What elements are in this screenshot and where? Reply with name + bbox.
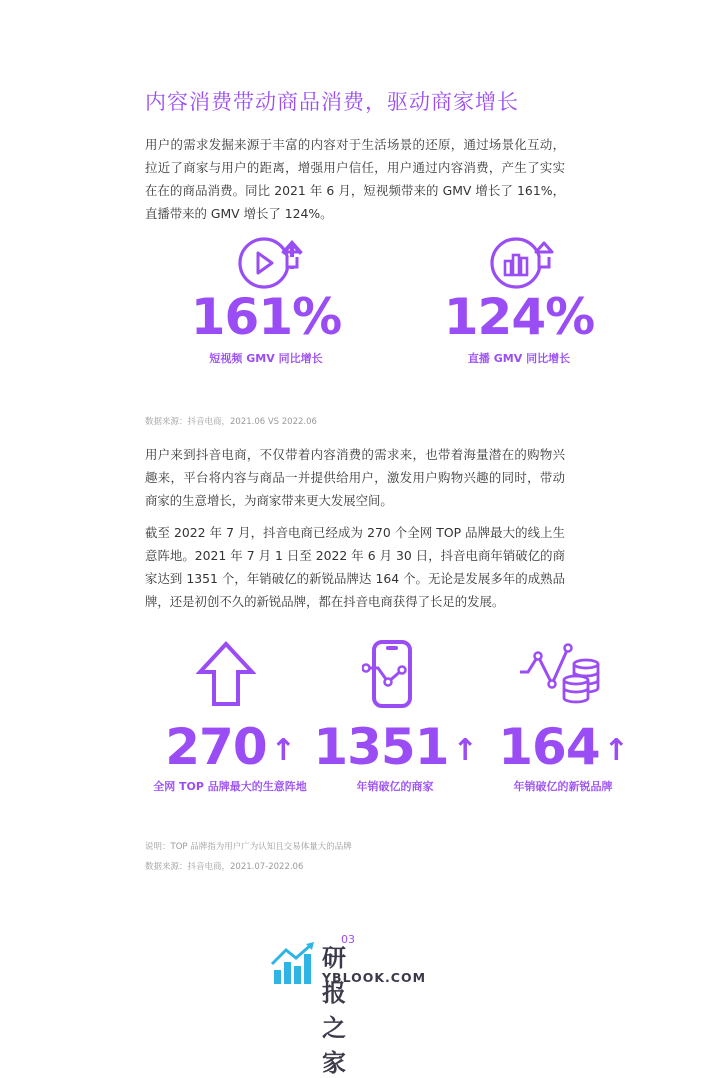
stat-top-brands-number: 270 [165, 718, 267, 776]
phone-chart-icon [362, 638, 422, 710]
arrow-up-icon [196, 640, 256, 708]
stat-live-gmv-value: 124% [443, 288, 595, 346]
body-paragraph-2: 用户来到抖音电商，不仅带着内容消费的需求来，也带着海量潜在的购物兴趣来，平台将内容与商品一并提供给用户，激发用户购物兴趣的同时，带动商家的生意增长，为商家带来更大发展空间。 [145, 447, 565, 508]
source-note-bottom: 数据来源：抖音电商，2021.07-2022.06 [145, 862, 304, 872]
bar-chart-up-icon [486, 233, 562, 293]
stat-top-brands-value [160, 718, 300, 776]
stat-new-brands-number: 164 [498, 718, 600, 776]
stat-merchants-arrow: ↑ [452, 733, 477, 768]
stat-merchants-value [310, 718, 480, 776]
watermark-bars-icon [270, 940, 318, 986]
video-play-up-icon [234, 233, 306, 293]
stat-live-gmv-label: 直播 GMV 同比增长 [467, 352, 571, 365]
watermark-subtext: YBLOOK.COM [322, 970, 427, 985]
page-number: 03 [341, 933, 355, 946]
page-title: 内容消费带动商品消费，驱动商家增长 [145, 90, 519, 114]
stat-new-brands-value [488, 718, 638, 776]
stat-new-brands-arrow: ↑ [603, 733, 628, 768]
stat-merchants-label: 年销破亿的商家 [356, 780, 434, 793]
stat-top-brands-label: 全网 TOP 品牌最大的生意阵地 [153, 780, 307, 793]
stat-video-gmv-value: 161% [190, 288, 342, 346]
source-note-top: 数据来源：抖音电商，2021.06 VS 2022.06 [145, 417, 317, 427]
coins-trend-icon [518, 642, 606, 706]
intro-paragraph: 用户的需求发掘来源于丰富的内容对于生活场景的还原，通过场景化互动，拉近了商家与用户的距离，增强用户信任，用户通过内容消费，产生了实实在在的商品消费。同比 2021 年 6 月，短视频带来的 GMV 增长了 161%，直播带来的 GMV 增长了 124%。 [145, 137, 565, 221]
stat-merchants-number: 1351 [313, 718, 449, 776]
body-paragraph-3: 截至 2022 年 7 月，抖音电商已经成为 270 个全网 TOP 品牌最大的线上生意阵地。2021 年 7 月 1 日至 2022 年 6 月 30 日，抖音电商年销破亿的商家达到 1351 个，年销破亿的新锐品牌达 164 个。无论是发展多年的成熟品牌，还是初创不久的新锐品牌，都在抖音电商获得了长足的发展。 [145, 525, 565, 609]
watermark-text: 研报之家 [322, 944, 348, 1077]
stat-new-brands-label: 年销破亿的新锐品牌 [513, 780, 613, 793]
definition-note: 说明：TOP 品牌指为用户广为认知且交易体量大的品牌 [145, 842, 352, 852]
stat-top-brands-arrow: ↑ [270, 733, 295, 768]
stat-video-gmv-label: 短视频 GMV 同比增长 [209, 352, 323, 365]
